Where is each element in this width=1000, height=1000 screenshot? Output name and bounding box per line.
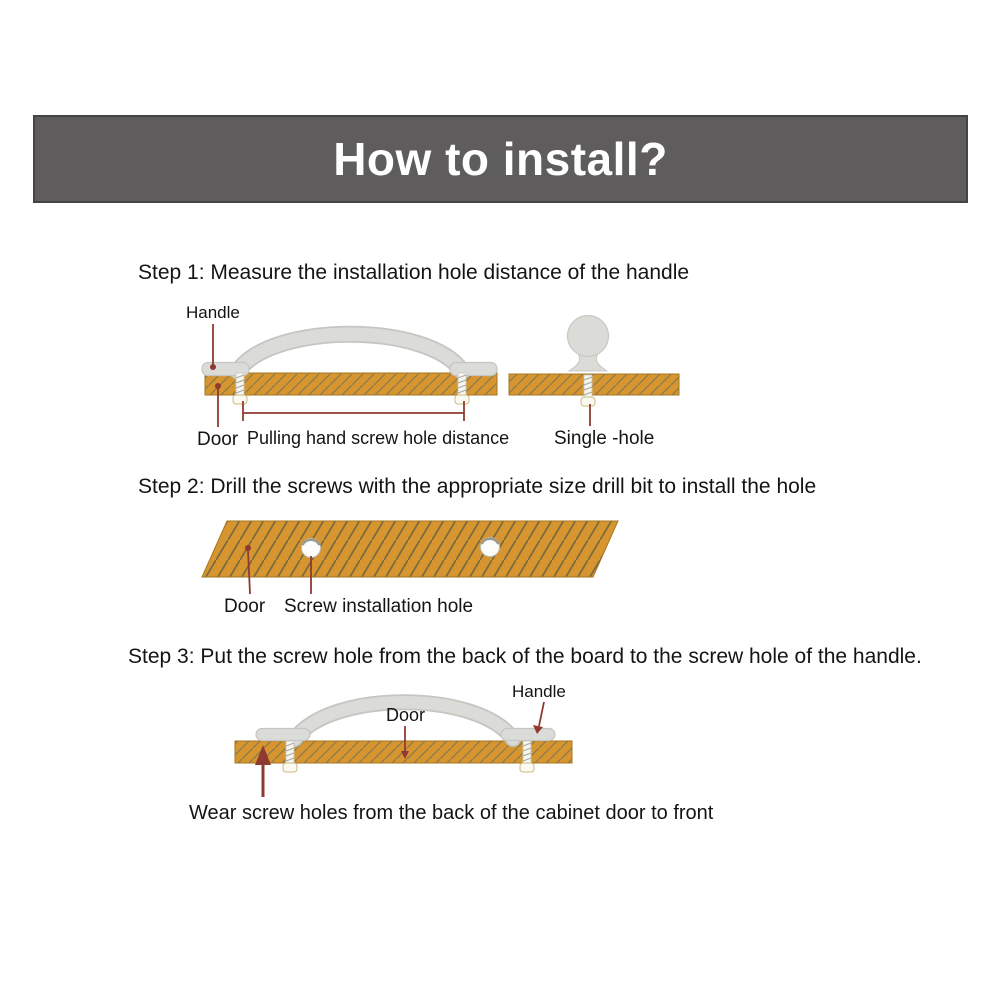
step2-heading: Step 2: Drill the screws with the appropriate size drill bit to install the hole xyxy=(138,475,817,498)
step3-caption: Wear screw holes from the back of the cabinet door to front xyxy=(189,802,714,824)
drill-hole-1 xyxy=(302,539,321,558)
title-banner xyxy=(33,115,968,203)
handle-pointer-dot xyxy=(210,364,216,370)
step1-handle-label: Handle xyxy=(186,303,240,322)
step2-door-label: Door xyxy=(224,596,266,617)
knob-handle xyxy=(568,316,609,372)
step2-screw-hole-label: Screw installation hole xyxy=(284,596,474,617)
step1-door-label: Door xyxy=(197,429,239,450)
step2-diagram xyxy=(195,505,635,600)
step1-heading: Step 1: Measure the installation hole distance of the handle xyxy=(138,261,690,284)
door-board-left xyxy=(205,373,497,395)
door-board-step2 xyxy=(202,521,618,577)
handle-arch xyxy=(202,334,497,375)
step3-handle-label: Handle xyxy=(512,682,566,701)
page-title: How to install? xyxy=(333,133,668,185)
step1-single-hole-label: Single -hole xyxy=(554,428,655,449)
handle-pointer-line-step3 xyxy=(539,702,544,726)
drill-hole-2 xyxy=(481,538,500,557)
step3-heading: Step 3: Put the screw hole from the back of the board to the screw hole of the handle. xyxy=(128,645,922,668)
step1-distance-label: Pulling hand screw hole distance xyxy=(247,428,510,448)
door-board-right xyxy=(509,374,679,395)
step3-door-label: Door xyxy=(386,705,426,725)
